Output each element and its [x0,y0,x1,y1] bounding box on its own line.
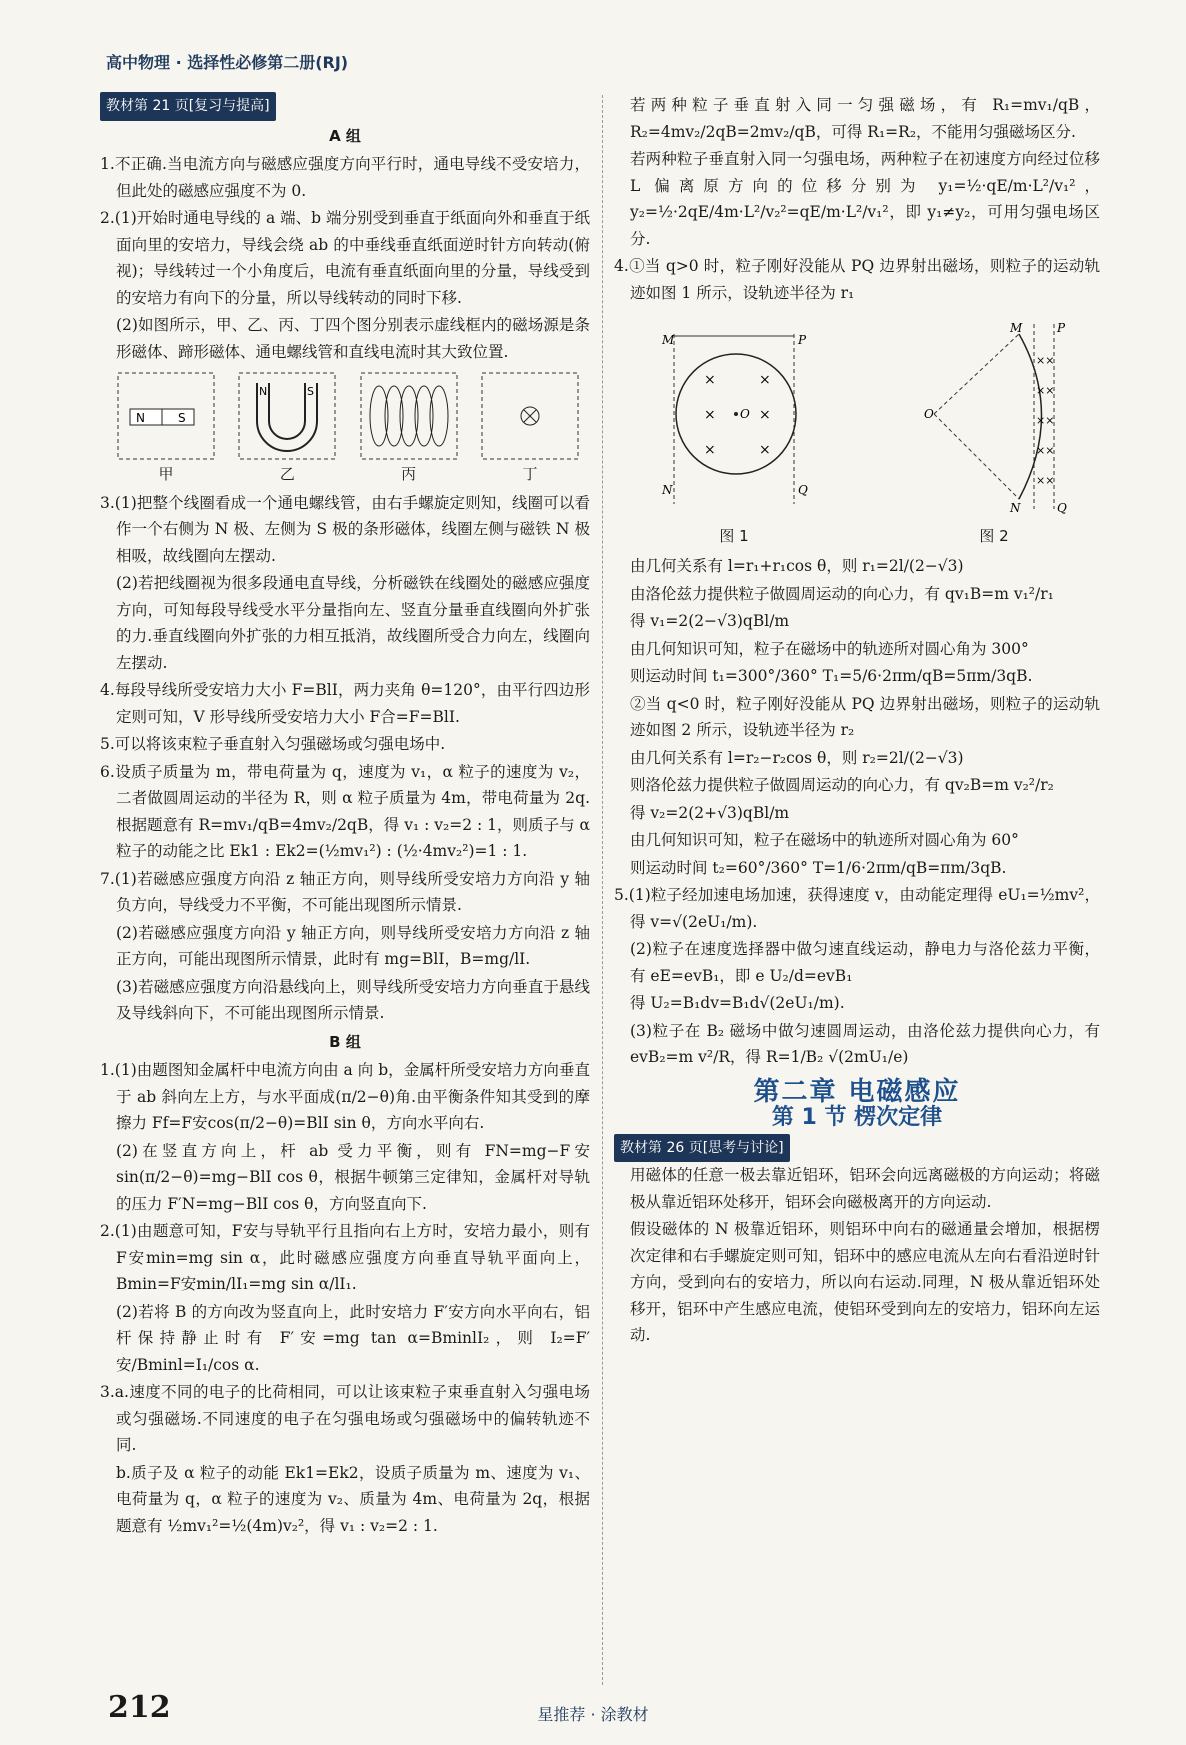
source-label-2: 教材第 26 页[思考与讨论] [614,1134,790,1163]
answer-r4-10: 得 v₂=2(2+√3)qBl/m [630,803,790,822]
answer-b3-2: b.质子及 α 粒子的动能 Ek1=Ek2，设质子质量为 m、速度为 v₁、电荷量为 q，α 粒子的速度为 v₂、质量为 4m、电荷量为 2q，根据题意有 ½mv₁²=½(4m)v₂²，得 v₁ : v₂=2 : 1. [116,1463,590,1535]
answer-a7-3: (3)若磁感应强度方向沿悬线向上，则导线所受安培力方向垂直于悬线及导线斜向下，不可能出现图所示情景. [116,977,590,1022]
svg-text:××: ×× [1036,354,1055,367]
answer-a4: 4.每段导线所受安培力大小 F=BlI，两力夹角 θ=120°，由平行四边形定则可知，V 形导线所受安培力大小 F合=F=BlI. [100,681,590,726]
svg-text:M: M [1010,321,1023,335]
answer-r4-7: ②当 q<0 时，粒子刚好没能从 PQ 边界射出磁场，则粒子的运动轨迹如图 2 所示，设轨迹半径为 r₂ [630,694,1100,739]
diagram-label-ding: 丁 [522,465,538,483]
trajectory-figures [654,314,1074,549]
answer-a2-1: 2.(1)开始时通电导线的 a 端、b 端分别受到垂直于纸面向外和垂直于纸面向里的安培力，导线会绕 ab 的中垂线垂直纸面逆时针方向转动(俯视)；导线转过一个小角度后，电流有垂直纸面向里的分量，导线受到的安培力有向下的分量，所以导线转动的同时下移. [100,209,590,307]
svg-text:N: N [662,483,673,497]
column-divider [602,95,603,1685]
answer-r5-4: (3)粒子在 B₂ 磁场中做匀速圆周运动，由洛伦兹力提供向心力，有 evB₂=m v²/R，得 R=1/B₂ √(2mU₁/e) [630,1021,1100,1066]
figure-2 [914,314,1074,549]
left-column [100,92,590,1540]
svg-text:×: × [704,407,716,423]
answer-b2-2: (2)若将 B 的方向改为竖直向上，此时安培力 F′安方向水平向右，铝杆保持静止时有 F′安=mg tan α=BminlI₂，则 I₂=F′安/Bminl=I₁/cos α. [116,1302,590,1374]
answer-a2-2: (2)如图所示，甲、乙、丙、丁四个图分别表示虚线框内的磁场源是条形磁体、蹄形磁体、通电螺线管和直线电流时其大致位置. [116,316,590,361]
svg-text:M: M [662,333,675,347]
svg-text:×: × [704,372,716,388]
svg-text:×: × [759,442,771,458]
svg-text:S: S [178,411,186,425]
svg-text:××: ×× [1036,414,1055,427]
answer-a7-1: 7.(1)若磁感应强度方向沿 z 轴正方向，则导线所受安培力方向沿 y 轴负方向，导线受力不平衡，不可能出现图所示情景. [100,869,590,914]
svg-text:O: O [740,407,750,421]
svg-text:O: O [924,407,934,421]
svg-text:P: P [1057,321,1066,335]
answer-r4-9: 则洛伦兹力提供粒子做圆周运动的向心力，有 qv₂B=m v₂²/r₂ [630,776,1054,794]
diagram-wire-current [480,371,580,488]
right-column [614,92,1100,1350]
svg-text:×: × [759,407,771,423]
section-title: 第 1 节 楞次定律 [771,1105,943,1130]
answer-a7-2: (2)若磁感应强度方向沿 y 轴正方向，则导线所受安培力方向沿 z 轴正方向，可能出现图所示情景，此时有 mg=BlI，B=mg/lI. [116,923,590,968]
diagram-solenoid [359,371,459,488]
source-label: 教材第 21 页[复习与提高] [100,92,276,121]
answer-r4-4: 得 v₁=2(2−√3)qBl/m [630,612,790,630]
answer-r4-12: 则运动时间 t₂=60°/360° T=1/6·2πm/qB=πm/3qB. [630,858,1007,877]
diagram-label-yi: 乙 [279,465,295,483]
magnet-diagrams [116,371,580,488]
figure-1-label: 图 1 [719,526,749,545]
answer-b1-2: (2)在竖直方向上，杆 ab 受力平衡，则有 FN=mg−F安sin(π/2−θ)=mg−BlI cos θ，根据牛顿第三定律知，金属杆对导轨的压力 F′N=mg−BlI cos θ，方向竖直向下. [116,1141,590,1213]
page-number: 212 [108,1690,171,1725]
answer-r4-5: 由几何知识可知，粒子在磁场中的轨迹所对圆心角为 300° [630,639,1029,658]
answer-a1: 1.不正确.当电流方向与磁感应强度方向平行时，通电导线不受安培力，但此处的磁感应强度不为 0. [100,155,590,200]
book-title: 高中物理 · 选择性必修第二册(RJ) [106,53,349,72]
answer-r4-2: 由几何关系有 l=r₁+r₁cos θ，则 r₁=2l/(2−√3) [630,557,964,575]
answer-s1: 用磁体的任意一极去靠近铝环，铝环会向远离磁极的方向运动；将磁极从靠近铝环处移开，铝环会向磁极离开的方向运动. [630,1166,1100,1211]
answer-r4-6: 则运动时间 t₁=300°/360° T₁=5/6·2πm/qB=5πm/3qB. [630,667,1033,685]
answer-r4-1: 4.①当 q>0 时，粒子刚好没能从 PQ 边界射出磁场，则粒子的运动轨迹如图 1 所示，设轨迹半径为 r₁ [614,257,1100,302]
figure-2-label: 图 2 [979,526,1009,545]
answer-b3-1: 3.a.速度不同的电子的比荷相同，可以让该束粒子束垂直射入匀强电场或匀强磁场.不同速度的电子在匀强电场或匀强磁场中的偏转轨迹不同. [100,1383,590,1454]
diagram-label-jia: 甲 [158,465,174,483]
svg-text:N: N [259,385,268,398]
answer-a6: 6.设质子质量为 m，带电荷量为 q，速度为 v₁，α 粒子的速度为 v₂，二者做圆周运动的半径为 R，则 α 粒子质量为 4m，带电荷量为 2q.根据题意有 R=mv₁/qB=4mv₂/2qB，得 v₁ : v₂=2 : 1，则质子与 α 粒子的动能之比 Ek1 : Ek2=(½mv₁²) : (½·4mv₂²)=1 : 1. [100,762,590,860]
answer-r5-1: 5.(1)粒子经加速电场加速，获得速度 v，由动能定理得 eU₁=½mv²，得 v=√(2eU₁/m). [614,886,1100,931]
answer-r2: 若两种粒子垂直射入同一匀强电场，两种粒子在初速度方向经过位移 L 偏离原方向的位移分别为 y₁=½·qE/m·L²/v₁²，y₂=½·2qE/4m·L²/v₂²=qE/m·L²/v₁²，即 y₁≠y₂，可用匀强电场区分. [630,150,1100,248]
answer-a3-1: 3.(1)把整个线圈看成一个通电螺线管，由右手螺旋定则知，线圈可以看作一个右侧为 N 极、左侧为 S 极的条形磁体，线圈左侧与磁铁 N 极相吸，故线圈向左摆动. [100,493,590,565]
answer-b1-1: 1.(1)由题图知金属杆中电流方向由 a 向 b，金属杆所受安培力方向垂直于 ab 斜向左上方，与水平面成(π/2−θ)角.由平衡条件知其受到的摩擦力 Ff=F安cos(π/2−θ)=BlI sin θ，方向水平向右. [100,1061,590,1132]
group-a-title: A 组 [329,126,361,145]
answer-r1: 若两种粒子垂直射入同一匀强磁场，有 R₁=mv₁/qB，R₂=4mv₂/2qB=2mv₂/qB，可得 R₁=R₂，不能用匀强磁场区分. [630,96,1100,141]
svg-text:××: ×× [1036,384,1055,397]
svg-text:Q: Q [1057,501,1067,514]
diagram-bar-magnet [116,371,216,488]
svg-text:××: ×× [1036,444,1055,457]
svg-text:×: × [759,372,771,388]
diagram-label-bing: 丙 [401,465,417,483]
answer-a5: 5.可以将该束粒子垂直射入匀强磁场或匀强电场中. [100,735,446,753]
group-b-title: B 组 [329,1032,361,1051]
diagram-horseshoe-magnet [237,371,337,488]
svg-text:××: ×× [1036,474,1055,487]
answer-r4-11: 由几何知识可知，粒子在磁场中的轨迹所对圆心角为 60° [630,831,1019,849]
chapter-heading [614,1076,1100,1132]
answer-r5-3: 得 U₂=B₁dv=B₁d√(2eU₁/m). [630,994,845,1012]
svg-text:N: N [1010,501,1021,514]
svg-text:N: N [136,411,145,425]
figure-1 [654,314,814,549]
answer-b2-1: 2.(1)由题意可知，F安与导轨平行且指向右上方时，安培力最小，则有 F安min=mg sin α，此时磁感应强度方向垂直导轨平面向上，Bmin=F安min/lI₁=mg sin α/lI₁. [100,1222,590,1293]
answer-r4-8: 由几何关系有 l=r₂−r₂cos θ，则 r₂=2l/(2−√3) [630,748,964,767]
answer-r4-3: 由洛伦兹力提供粒子做圆周运动的向心力，有 qv₁B=m v₁²/r₁ [630,584,1054,603]
svg-text:S: S [307,385,315,398]
svg-text:Q: Q [798,483,808,497]
footer-brand: 星推荐 · 涂教材 [537,1705,649,1724]
answer-s2: 假设磁体的 N 极靠近铝环，则铝环中向右的磁通量会增加，根据楞次定律和右手螺旋定则可知，铝环中的感应电流从左向右看沿逆时针方向，受到向右的安培力，所以向右运动.同理，N 极从靠近铝环处移开，铝环中产生感应电流，使铝环受到向左的安培力，铝环向左运动. [630,1220,1100,1344]
svg-text:×: × [704,442,716,458]
chapter-title: 第二章 电磁感应 [753,1076,961,1107]
answer-r5-2: (2)粒子在速度选择器中做匀速直线运动，静电力与洛伦兹力平衡，有 eE=evB₁，即 e U₂/d=evB₁ [630,940,1100,985]
answer-a3-2: (2)若把线圈视为很多段通电直导线，分析磁铁在线圈处的磁感应强度方向，可知每段导线受水平分量指向左、竖直分量垂直线圈向外扩张的力.垂直线圈向外扩张的力相互抵消，故线圈所受合力向左，线圈向左摆动. [116,574,590,672]
svg-text:P: P [798,333,807,347]
